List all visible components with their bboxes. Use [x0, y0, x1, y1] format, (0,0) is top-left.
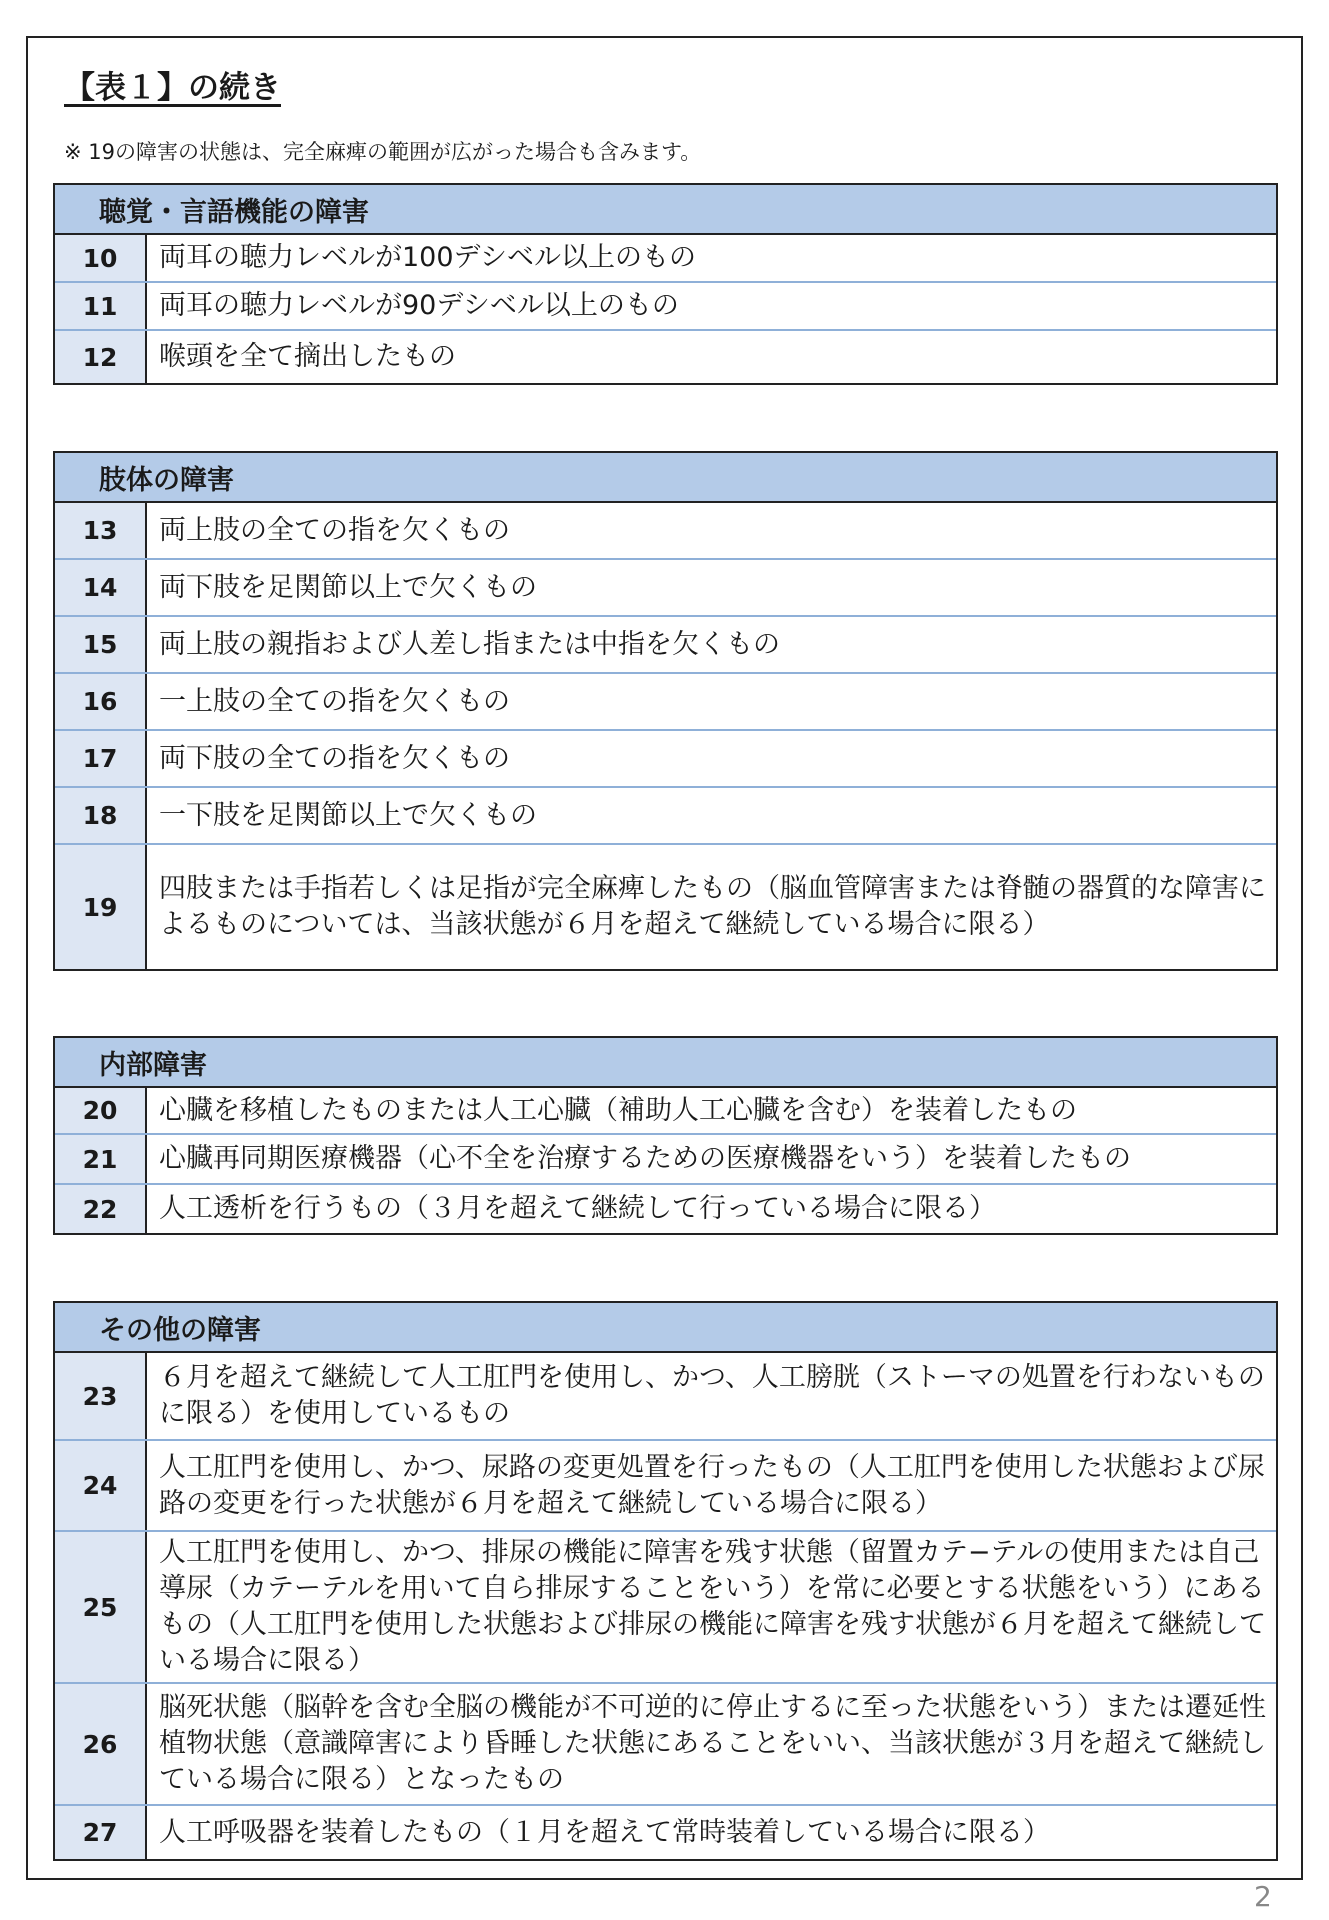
table-row — [55, 1088, 1276, 1135]
row-number: 17 — [55, 731, 147, 786]
row-number: 12 — [55, 331, 147, 383]
row-number: 22 — [55, 1185, 147, 1233]
row-text: 両下肢の全ての指を欠くもの — [159, 742, 510, 774]
table-row — [55, 331, 1276, 383]
section-title: 肢体の障害 — [55, 453, 1276, 503]
row-text: 人工呼吸器を装着したもの（１月を超えて常時装着している場合に限る） — [159, 1816, 1050, 1848]
row-text: 一下肢を足関節以上で欠くもの — [159, 799, 537, 831]
row-text: 両上肢の親指および人差し指または中指を欠くもの — [159, 628, 780, 660]
table-row — [55, 1135, 1276, 1185]
row-text: 脳死状態（脳幹を含む全脳の機能が不可逆的に停止するに至った状態をいう）または遷延性植物状態（意識障害により昏睡した状態にあることをいい、当該状態が３月を超えて継続している場合に限る）となったもの — [159, 1692, 1266, 1795]
row-number: 19 — [55, 845, 147, 969]
table-limbs — [53, 451, 1278, 971]
row-number: 24 — [55, 1441, 147, 1530]
table-row — [55, 788, 1276, 845]
table-other — [53, 1301, 1278, 1861]
row-text: 四肢または手指若しくは足指が完全麻痺したもの（脳血管障害または脊髄の器質的な障害によるものについては、当該状態が６月を超えて継続している場合に限る） — [159, 873, 1266, 940]
table-row — [55, 1185, 1276, 1233]
row-number: 25 — [55, 1532, 147, 1682]
row-text: 人工肛門を使用し、かつ、排尿の機能に障害を残す状態（留置カテ−テルの使用または自己導尿（カテーテルを用いて自ら排尿することをいう）を常に必要とする状態をいう）にあるもの（人工肛門を使用した状態および排尿の機能に障害を残す状態が６月を超えて継続している場合に限る） — [159, 1537, 1266, 1676]
section-title: 聴覚・言語機能の障害 — [55, 185, 1276, 235]
table-row — [55, 560, 1276, 617]
table-row — [55, 1441, 1276, 1532]
section-title: その他の障害 — [55, 1303, 1276, 1353]
row-number: 26 — [55, 1684, 147, 1804]
row-number: 14 — [55, 560, 147, 615]
row-text: 心臓再同期医療機器（心不全を治療するための医療機器をいう）を装着したもの — [159, 1143, 1131, 1174]
table-row — [55, 1353, 1276, 1441]
row-number: 23 — [55, 1353, 147, 1439]
table-row — [55, 845, 1276, 969]
row-text: 喉頭を全て摘出したもの — [159, 341, 456, 372]
table-row — [55, 1684, 1276, 1806]
table-row — [55, 1532, 1276, 1684]
table-row — [55, 283, 1276, 331]
row-text: 両上肢の全ての指を欠くもの — [159, 514, 510, 546]
page-number: 2 — [1254, 1880, 1272, 1913]
row-text: 両下肢を足関節以上で欠くもの — [159, 571, 537, 603]
table-row — [55, 674, 1276, 731]
row-text: ６月を超えて継続して人工肛門を使用し、かつ、人工膀胱（ストーマの処置を行わないものに限る）を使用しているもの — [159, 1362, 1265, 1429]
row-text: 心臓を移植したものまたは人工心臓（補助人工心臓を含む）を装着したもの — [159, 1094, 1077, 1126]
row-number: 21 — [55, 1135, 147, 1183]
page-title: 【表１】の続き — [64, 70, 281, 106]
table-row — [55, 617, 1276, 674]
table-row — [55, 731, 1276, 788]
table-internal — [53, 1036, 1278, 1235]
table-hearing-speech — [53, 183, 1278, 385]
row-text: 両耳の聴力レベルが100デシベル以上のもの — [159, 242, 696, 273]
row-number: 27 — [55, 1806, 147, 1859]
row-number: 16 — [55, 674, 147, 729]
row-text: 人工肛門を使用し、かつ、尿路の変更処置を行ったもの（人工肛門を使用した状態および尿路の変更を行った状態が６月を超えて継続している場合に限る） — [159, 1451, 1265, 1519]
row-number: 13 — [55, 503, 147, 558]
row-number: 18 — [55, 788, 147, 843]
row-text: 人工透析を行うもの（３月を超えて継続して行っている場合に限る） — [159, 1193, 996, 1224]
row-number: 11 — [55, 283, 147, 329]
footnote: ※ 19の障害の状態は、完全麻痺の範囲が広がった場合も含みます。 — [64, 140, 702, 164]
section-title: 内部障害 — [55, 1038, 1276, 1088]
row-text: 一上肢の全ての指を欠くもの — [159, 685, 510, 717]
row-number: 10 — [55, 235, 147, 281]
table-row — [55, 1806, 1276, 1859]
row-number: 20 — [55, 1088, 147, 1133]
table-row — [55, 235, 1276, 283]
table-row — [55, 503, 1276, 560]
row-number: 15 — [55, 617, 147, 672]
row-text: 両耳の聴力レベルが90デシベル以上のもの — [159, 290, 679, 321]
